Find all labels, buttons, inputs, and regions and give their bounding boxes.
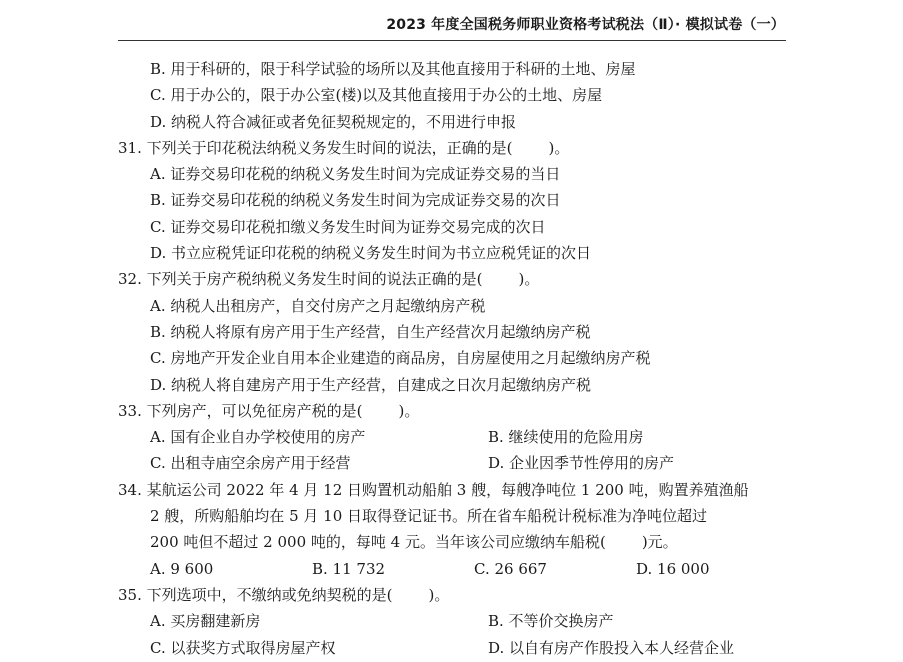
q32-option-d: D. 纳税人将自建房产用于生产经营，自建成之日次月起缴纳房产税 xyxy=(150,375,592,394)
question-33-end: )。 xyxy=(398,401,420,420)
q31-option-d: D. 书立应税凭证印花税的纳税义务发生时间为书立应税凭证的次日 xyxy=(150,244,592,263)
question-34-line-3 xyxy=(118,529,798,555)
q35-option-d: D. 以自有房产作股投入本人经营企业 xyxy=(488,638,735,657)
q31-option-a: A. 证券交易印花税的纳税义务发生时间为完成证券交易的当日 xyxy=(150,165,561,184)
q31-option-c: C. 证券交易印花税扣缴义务发生时间为证券交易完成的次日 xyxy=(150,217,546,236)
q35-option-a: A. 买房翻建新房 xyxy=(150,612,261,631)
q34-option-b: B. 11 732 xyxy=(312,559,386,578)
q33-option-d: D. 企业因季节性停用的房产 xyxy=(488,454,675,473)
q34-option-a: A. 9 600 xyxy=(150,559,214,578)
question-31-end: )。 xyxy=(548,138,570,157)
q33-options-row-1 xyxy=(118,424,798,450)
question-35-text: 35. 下列选项中，不缴纳或免纳契税的是( xyxy=(118,585,393,604)
q32-option-b: B. 纳税人将原有房产用于生产经营，自生产经营次月起缴纳房产税 xyxy=(150,322,591,341)
page-header: 2023 年度全国税务师职业资格考试税法（Ⅱ）· 模拟试卷（一） xyxy=(386,17,785,33)
question-33-stem xyxy=(118,398,798,424)
q33-option-c: C. 出租寺庙空余房产用于经营 xyxy=(150,454,351,473)
question-31-text: 31. 下列关于印花税法纳税义务发生时间的说法，正确的是( xyxy=(118,138,513,157)
question-32-text: 32. 下列关于房产税纳税义务发生时间的说法正确的是( xyxy=(118,270,483,289)
prev-option-d: D. 纳税人符合减征或者免征契税规定的，不用进行申报 xyxy=(150,112,517,131)
q32-option-a: A. 纳税人出租房产，自交付房产之月起缴纳房产税 xyxy=(150,296,486,315)
question-35-end: )。 xyxy=(428,585,450,604)
q35-options-row-1 xyxy=(118,608,798,634)
question-32-end: )。 xyxy=(518,270,540,289)
header-rule xyxy=(118,40,786,41)
question-content xyxy=(118,56,798,661)
question-34-text: 200 吨但不超过 2 000 吨的，每吨 4 元。当年该公司应缴纳车船税( xyxy=(150,533,606,552)
q34-options-row xyxy=(118,556,798,582)
question-32-stem xyxy=(118,266,798,292)
question-34-line-2: 2 艘，所购船舶均在 5 月 10 日取得登记证书。所在省车船税计税标准为净吨位超过 xyxy=(150,507,708,526)
q31-option-b: B. 证券交易印花税的纳税义务发生时间为完成证券交易的次日 xyxy=(150,191,561,210)
q33-options-row-2 xyxy=(118,450,798,476)
question-35-stem xyxy=(118,582,798,608)
q35-option-c: C. 以获奖方式取得房屋产权 xyxy=(150,638,336,657)
prev-option-c: C. 用于办公的，限于办公室(楼)以及其他直接用于办公的土地、房屋 xyxy=(150,86,603,105)
q34-option-d: D. 16 000 xyxy=(636,559,710,578)
question-34-end: )元。 xyxy=(641,533,678,552)
prev-option-b: B. 用于科研的，限于科学试验的场所以及其他直接用于科研的土地、房屋 xyxy=(150,60,636,78)
q35-option-b: B. 不等价交换房产 xyxy=(488,612,614,631)
q32-option-c: C. 房地产开发企业自用本企业建造的商品房，自房屋使用之月起缴纳房产税 xyxy=(150,349,651,368)
q33-option-b: B. 继续使用的危险用房 xyxy=(488,428,644,447)
question-34-line-1: 34. 某航运公司 2022 年 4 月 12 日购置机动船舶 3 艘，每艘净吨位 1 200 吨，购置养殖渔船 xyxy=(118,480,749,499)
q34-option-c: C. 26 667 xyxy=(474,559,547,578)
q33-option-a: A. 国有企业自办学校使用的房产 xyxy=(150,428,366,447)
question-31-stem xyxy=(118,135,798,161)
q35-options-row-2 xyxy=(118,635,798,661)
question-33-text: 33. 下列房产，可以免征房产税的是( xyxy=(118,401,363,420)
